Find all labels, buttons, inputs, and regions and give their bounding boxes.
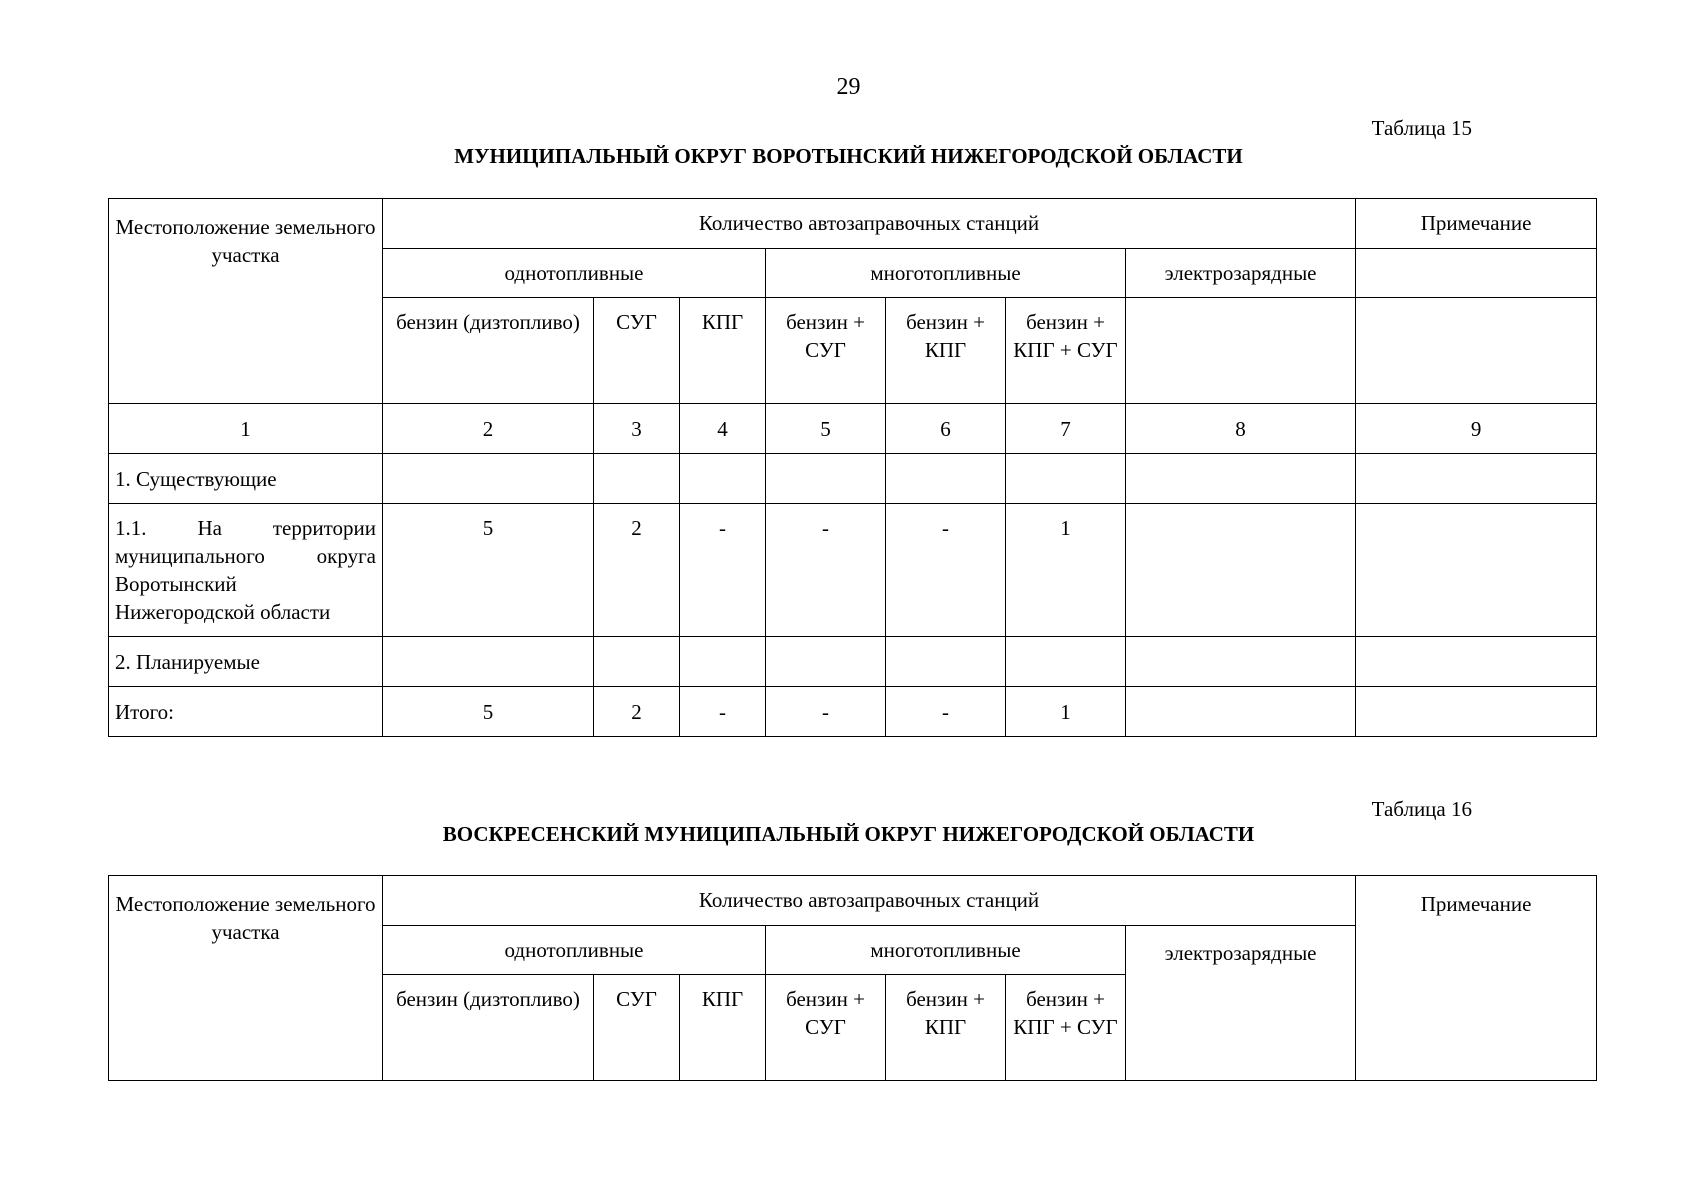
table-cell: 2 bbox=[594, 504, 680, 637]
table-cell: 2 bbox=[594, 687, 680, 737]
table-cell bbox=[766, 454, 886, 504]
header-single-fuel: однотопливные bbox=[383, 249, 766, 298]
table-cell bbox=[1006, 454, 1126, 504]
column-number: 4 bbox=[680, 404, 766, 454]
header-col-petrol: бензин (дизтопливо) bbox=[383, 975, 594, 1081]
table-cell bbox=[594, 637, 680, 687]
table-cell bbox=[886, 637, 1006, 687]
column-number: 2 bbox=[383, 404, 594, 454]
header-col-petrol-cng-lpg: бензин + КПГ + СУГ bbox=[1006, 975, 1126, 1081]
table-cell bbox=[383, 454, 594, 504]
header-station-count: Количество автозаправочных станций bbox=[383, 199, 1356, 249]
header-empty bbox=[1126, 298, 1356, 404]
header-col-petrol: бензин (дизтопливо) bbox=[383, 298, 594, 404]
header-empty bbox=[1356, 298, 1597, 404]
row-label: Итого: bbox=[109, 687, 383, 737]
table-cell bbox=[1356, 637, 1597, 687]
table-row bbox=[109, 504, 1597, 637]
header-note: Примечание bbox=[1356, 876, 1597, 1081]
column-number: 5 bbox=[766, 404, 886, 454]
header-col-cng: КПГ bbox=[680, 298, 766, 404]
column-number: 3 bbox=[594, 404, 680, 454]
total-row bbox=[109, 687, 1597, 737]
header-note: Примечание bbox=[1356, 199, 1597, 249]
table-cell bbox=[886, 454, 1006, 504]
table-cell bbox=[1126, 504, 1356, 637]
table-15-title: МУНИЦИПАЛЬНЫЙ ОКРУГ ВОРОТЫНСКИЙ НИЖЕГОРОДСКОЙ ОБЛАСТИ bbox=[454, 144, 1243, 168]
header-station-count: Количество автозаправочных станций bbox=[383, 876, 1356, 926]
table-cell: - bbox=[680, 504, 766, 637]
table-cell bbox=[1356, 504, 1597, 637]
table-cell bbox=[1356, 687, 1597, 737]
table-cell: - bbox=[886, 687, 1006, 737]
page-number: 29 bbox=[836, 74, 861, 100]
column-number: 7 bbox=[1006, 404, 1126, 454]
column-number: 8 bbox=[1126, 404, 1356, 454]
header-col-petrol-cng: бензин + КПГ bbox=[886, 975, 1006, 1081]
table-16-label: Таблица 16 bbox=[1371, 797, 1472, 821]
table-15 bbox=[108, 198, 1597, 737]
header-col-lpg: СУГ bbox=[594, 298, 680, 404]
header-electric: электрозарядные bbox=[1126, 926, 1356, 1081]
row-label: 1. Существующие bbox=[109, 454, 383, 504]
header-col-petrol-lpg: бензин + СУГ bbox=[766, 298, 886, 404]
table-cell bbox=[594, 454, 680, 504]
header-location: Местоположение земельного участка bbox=[109, 876, 383, 1081]
table-cell bbox=[680, 637, 766, 687]
row-label: 1.1. На территории муниципального округа Воротынский Нижегородской области bbox=[109, 504, 383, 637]
table-cell bbox=[1356, 454, 1597, 504]
header-multi-fuel: многотопливные bbox=[766, 926, 1126, 975]
column-number: 6 bbox=[886, 404, 1006, 454]
table-cell: 1 bbox=[1006, 504, 1126, 637]
table-cell bbox=[766, 637, 886, 687]
table-cell: - bbox=[766, 504, 886, 637]
table-cell bbox=[1126, 687, 1356, 737]
table-16 bbox=[108, 875, 1597, 1081]
table-row bbox=[109, 454, 1597, 504]
table-15-label: Таблица 15 bbox=[1371, 116, 1472, 140]
row-label: 2. Планируемые bbox=[109, 637, 383, 687]
header-empty bbox=[1356, 249, 1597, 298]
header-col-cng: КПГ bbox=[680, 975, 766, 1081]
table-row bbox=[109, 637, 1597, 687]
header-col-petrol-cng-lpg: бензин + КПГ + СУГ bbox=[1006, 298, 1126, 404]
table-cell: 5 bbox=[383, 504, 594, 637]
column-number-row bbox=[109, 404, 1597, 454]
column-number: 9 bbox=[1356, 404, 1597, 454]
header-multi-fuel: многотопливные bbox=[766, 249, 1126, 298]
header-location: Местоположение земельного участка bbox=[109, 199, 383, 404]
header-col-petrol-lpg: бензин + СУГ bbox=[766, 975, 886, 1081]
table-16-title: ВОСКРЕСЕНСКИЙ МУНИЦИПАЛЬНЫЙ ОКРУГ НИЖЕГОРОДСКОЙ ОБЛАСТИ bbox=[442, 822, 1255, 846]
header-single-fuel: однотопливные bbox=[383, 926, 766, 975]
table-cell bbox=[680, 454, 766, 504]
table-cell: - bbox=[886, 504, 1006, 637]
table-cell: 5 bbox=[383, 687, 594, 737]
table-cell: - bbox=[680, 687, 766, 737]
header-col-lpg: СУГ bbox=[594, 975, 680, 1081]
header-electric: электрозарядные bbox=[1126, 249, 1356, 298]
table-cell bbox=[1006, 637, 1126, 687]
column-number: 1 bbox=[109, 404, 383, 454]
table-cell bbox=[1126, 637, 1356, 687]
header-col-petrol-cng: бензин + КПГ bbox=[886, 298, 1006, 404]
table-cell: - bbox=[766, 687, 886, 737]
table-cell bbox=[383, 637, 594, 687]
table-cell: 1 bbox=[1006, 687, 1126, 737]
table-cell bbox=[1126, 454, 1356, 504]
